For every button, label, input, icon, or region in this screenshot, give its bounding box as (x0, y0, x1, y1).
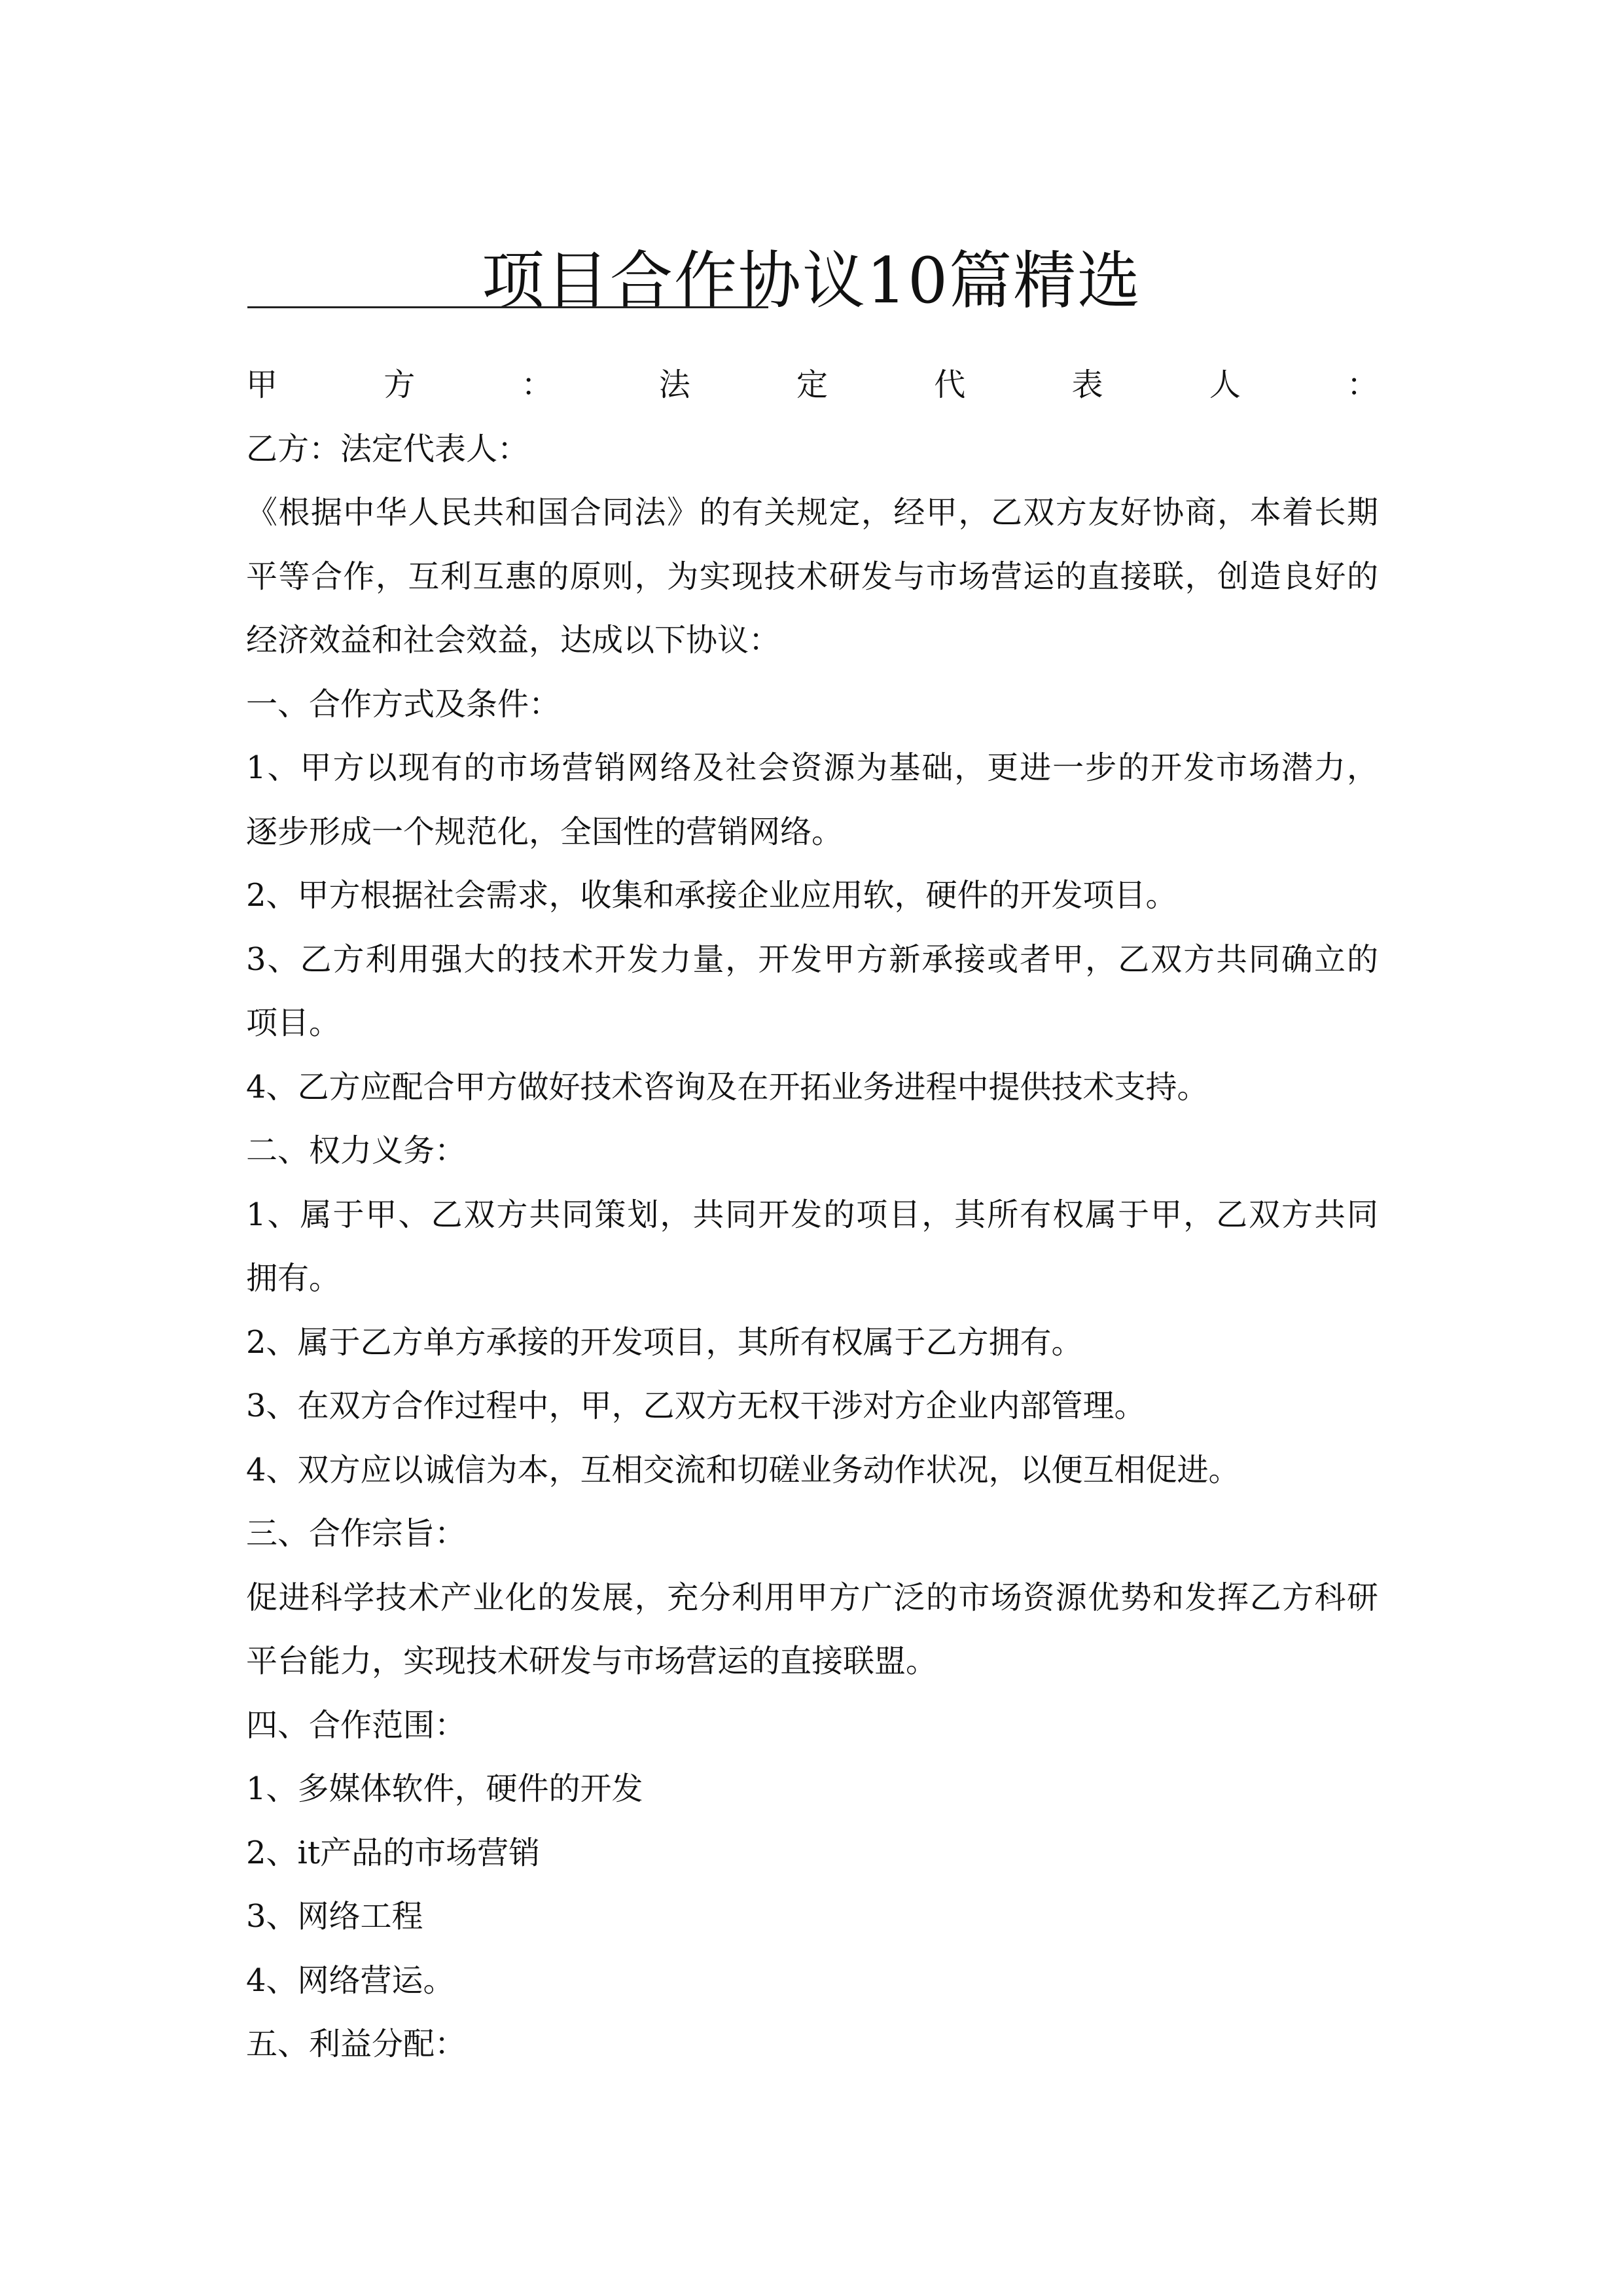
preamble-line-2: 平等合作，互利互惠的原则，为实现技术研发与市场营运的直接联，创造良好的 (246, 558, 1378, 595)
scope-item-3: 3、网络工程 (246, 1898, 423, 1935)
purpose-line-1: 促进科学技术产业化的发展，充分利用甲方广泛的市场资源优势和发挥乙方科研 (246, 1579, 1378, 1616)
document-title: 项目合作协议10篇精选 (481, 244, 1142, 318)
clause-1-1-line-1: 1、甲方以现有的市场营销网络及社会资源为基础，更进一步的开发市场潜力， (246, 749, 1378, 786)
clause-1-4: 4、乙方应配合甲方做好技术咨询及在开拓业务进程中提供技术支持。 (246, 1068, 1209, 1105)
clause-1-3-line-2: 项目。 (246, 1005, 341, 1041)
title-separator-line (247, 306, 768, 308)
clause-1-3-line-1: 3、乙方利用强大的技术开发力量，开发甲方新承接或者甲，乙双方共同确立的 (246, 941, 1378, 978)
section-heading-5: 五、利益分配： (246, 2026, 467, 2062)
section-heading-3: 三、合作宗旨： (246, 1515, 467, 1552)
clause-2-1-line-1: 1、属于甲、乙双方共同策划，共同开发的项目，其所有权属于甲，乙双方共同 (246, 1196, 1378, 1233)
clause-1-1-line-2: 逐步形成一个规范化，全国性的营销网络。 (246, 813, 844, 850)
party-b-line: 乙方：法定代表人： (246, 430, 529, 467)
section-heading-1: 一、合作方式及条件： (246, 685, 561, 723)
clause-2-4: 4、双方应以诚信为本，互相交流和切磋业务动作状况，以便互相促进。 (246, 1451, 1240, 1488)
document-body (246, 353, 1378, 2077)
clause-1-2: 2、甲方根据社会需求，收集和承接企业应用软，硬件的开发项目。 (246, 877, 1177, 914)
clause-2-1-line-2: 拥有。 (246, 1260, 341, 1297)
scope-item-1: 1、多媒体软件，硬件的开发 (246, 1770, 643, 1807)
party-a-line: 甲方：法定代表人： (246, 367, 1378, 403)
scope-item-2: 2、it产品的市场营销 (246, 1834, 541, 1871)
scope-item-4: 4、网络营运。 (246, 1962, 455, 1999)
clause-2-2: 2、属于乙方单方承接的开发项目，其所有权属于乙方拥有。 (246, 1323, 1083, 1361)
clause-2-3: 3、在双方合作过程中，甲，乙双方无权干涉对方企业内部管理。 (246, 1388, 1146, 1424)
preamble-line-1: 《根据中华人民共和国合同法》的有关规定，经甲，乙双方友好协商，本着长期 (246, 494, 1378, 531)
section-heading-4: 四、合作范围： (246, 1706, 467, 1744)
preamble-line-3: 经济效益和社会效益，达成以下协议： (246, 622, 781, 658)
purpose-line-2: 平台能力，实现技术研发与市场营运的直接联盟。 (246, 1643, 938, 1679)
section-heading-2: 二、权力义务： (246, 1132, 467, 1169)
